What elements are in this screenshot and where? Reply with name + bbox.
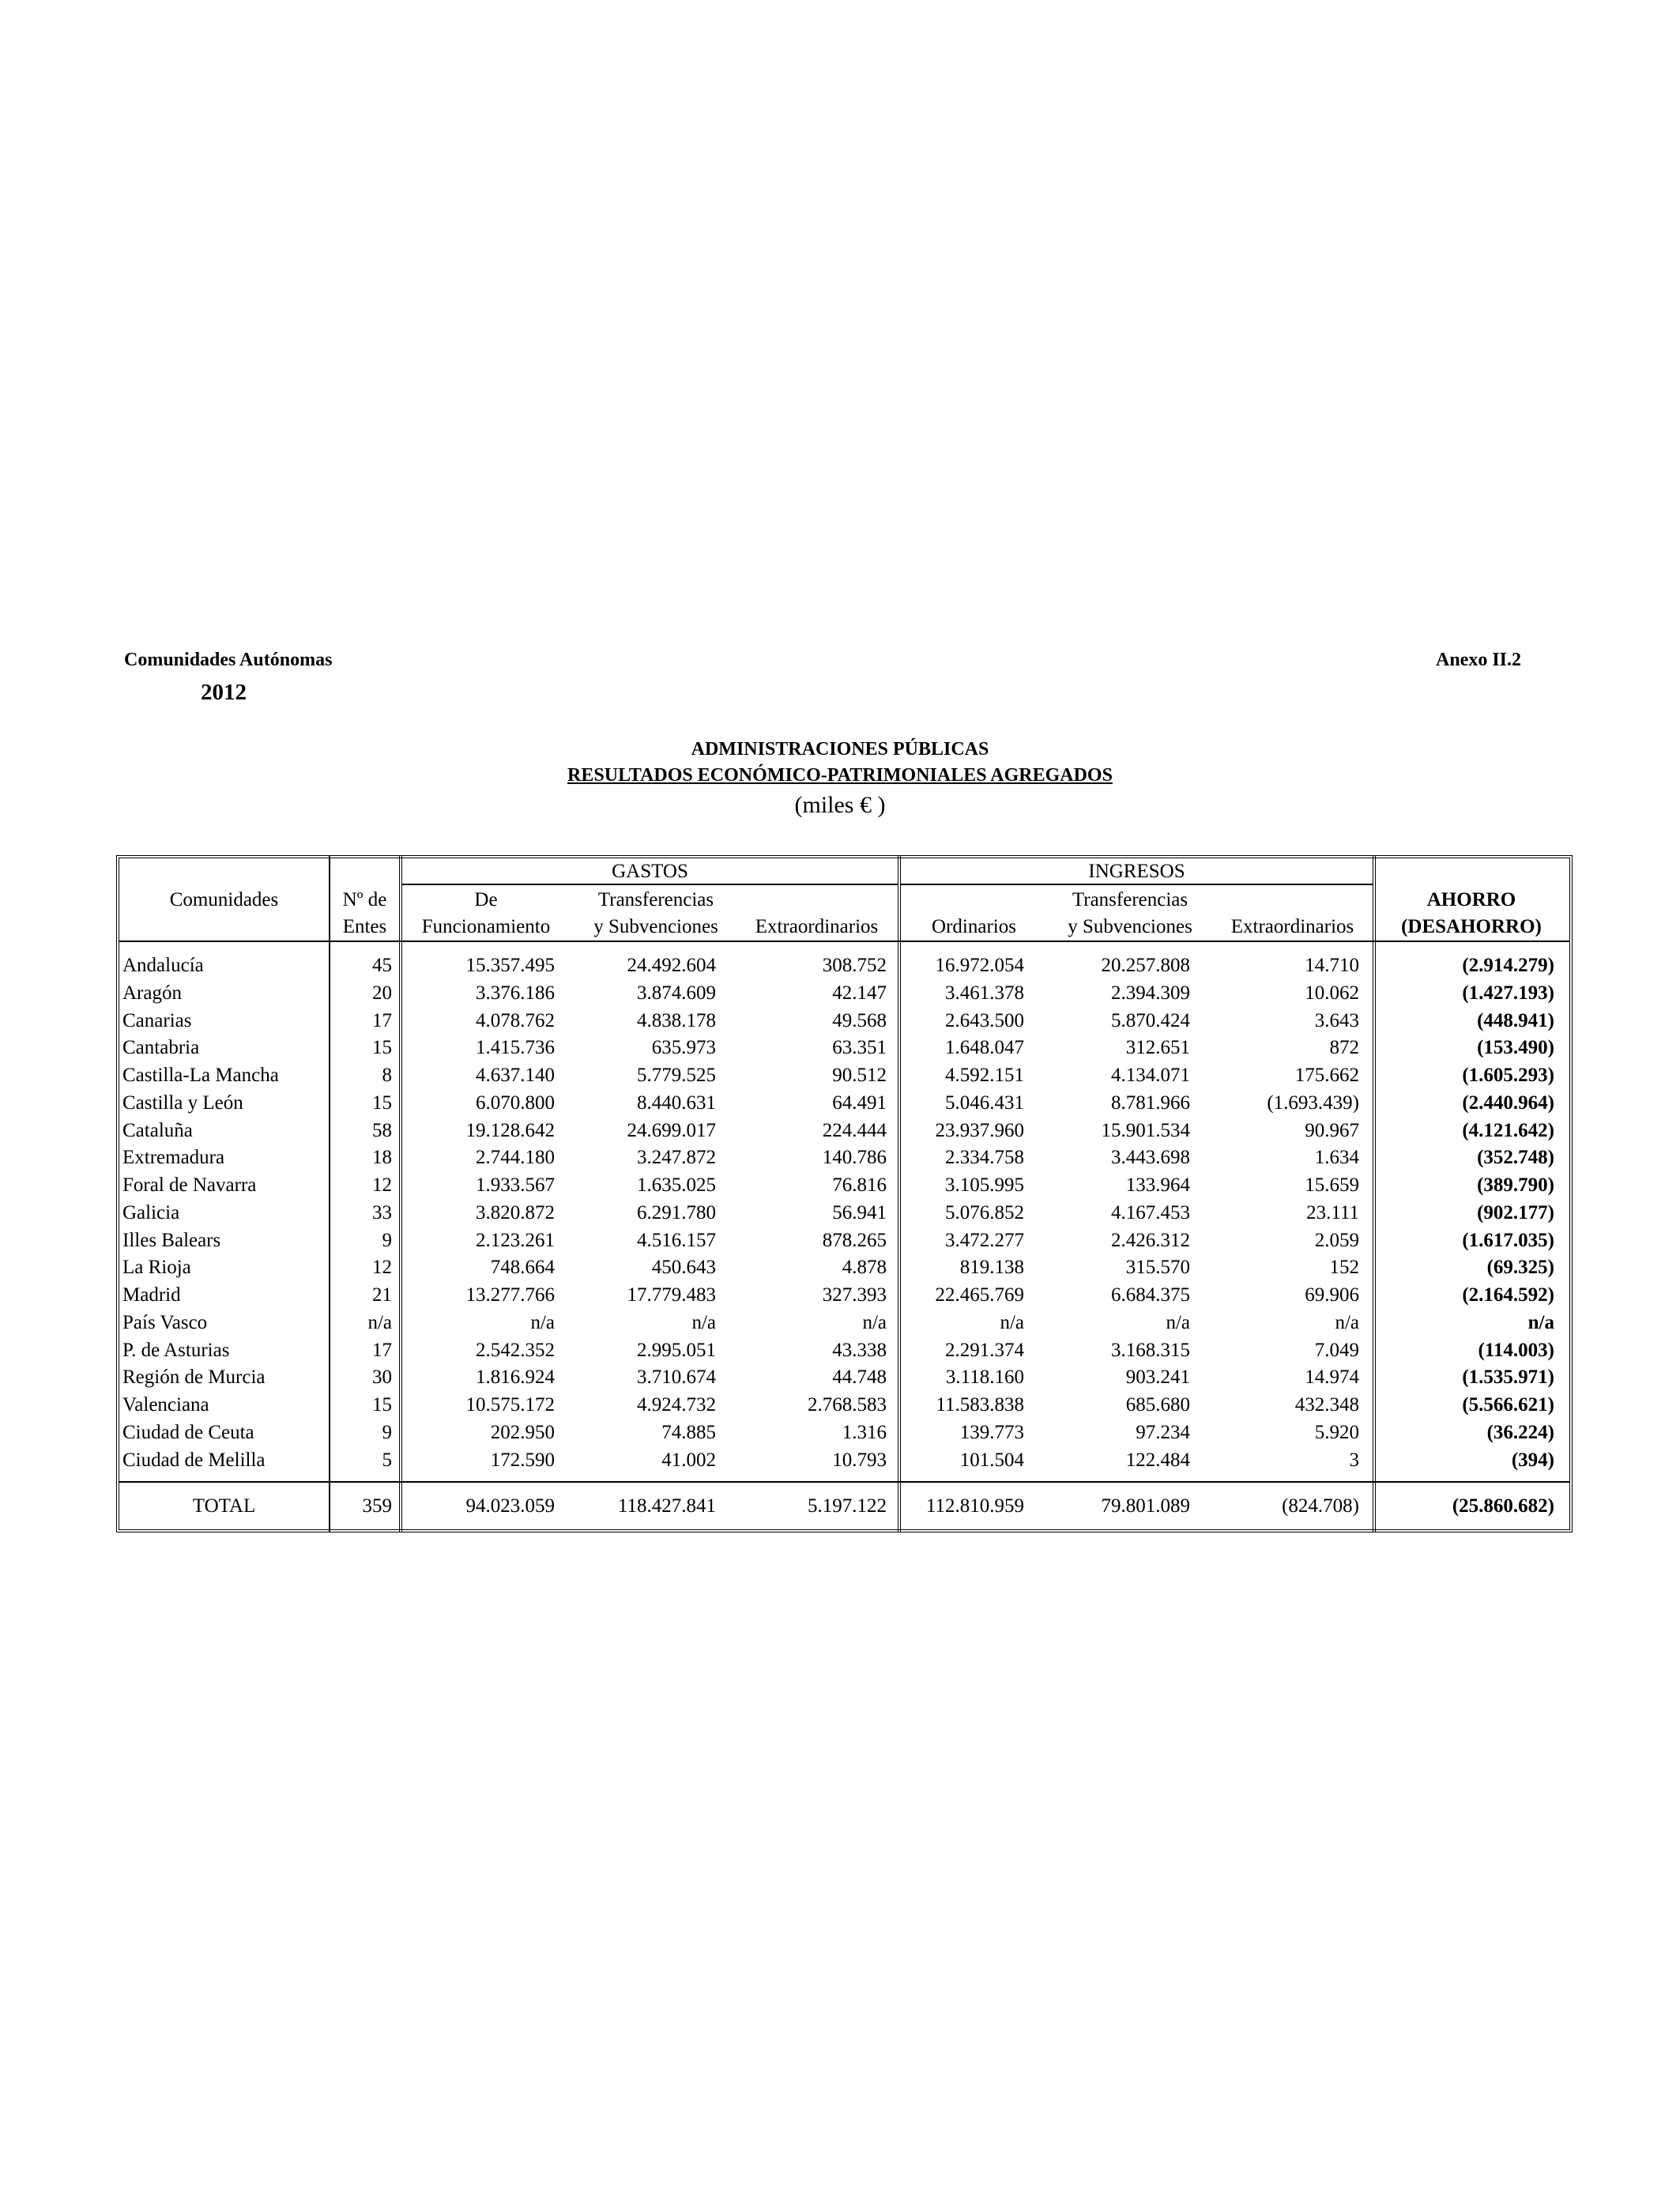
header-gastos-transferencias: y Subvenciones — [593, 916, 718, 937]
total-cell-i3: (824.708) — [1282, 1495, 1359, 1517]
header-gastos-funcionamiento: De — [474, 889, 498, 910]
table-cell-g2: 24.699.017 — [627, 1120, 716, 1141]
table-cell-g2: 17.779.483 — [627, 1284, 716, 1306]
table-cell-g3: 42.147 — [832, 982, 887, 1004]
table-cell-g2: 6.291.780 — [637, 1202, 716, 1223]
table-cell-g3: 1.316 — [842, 1422, 887, 1443]
total-cell-i2: 79.801.089 — [1101, 1495, 1190, 1517]
table-cell-g1: 15.357.495 — [465, 955, 555, 976]
table-cell-g1: 1.933.567 — [476, 1174, 555, 1196]
table-row-name: Castilla-La Mancha — [122, 1065, 279, 1086]
table-cell-entes: 20 — [372, 982, 392, 1004]
table-cell-g3: 10.793 — [832, 1449, 887, 1471]
table-cell-i1: 3.472.277 — [945, 1230, 1024, 1251]
table-divider — [901, 884, 1373, 885]
table-cell-i3: 175.662 — [1294, 1065, 1359, 1086]
table-row-name: La Rioja — [122, 1257, 191, 1278]
table-row-name: Foral de Navarra — [122, 1174, 257, 1196]
table-cell-i2: 15.901.534 — [1101, 1120, 1190, 1141]
table-cell-entes: 33 — [372, 1202, 392, 1223]
table-cell-g3: 43.338 — [832, 1340, 887, 1361]
table-cell-g3: n/a — [862, 1312, 887, 1333]
table-cell-i2: 3.168.315 — [1111, 1340, 1190, 1361]
table-cell-ahorro: (352.748) — [1477, 1147, 1554, 1168]
table-cell-g2: n/a — [691, 1312, 716, 1333]
table-cell-g2: 5.779.525 — [637, 1065, 716, 1086]
table-cell-g1: 172.590 — [490, 1449, 555, 1471]
table-cell-g3: 2.768.583 — [808, 1394, 887, 1416]
table-cell-entes: 12 — [372, 1257, 392, 1278]
table-cell-i1: 5.076.852 — [945, 1202, 1024, 1223]
table-cell-i3: 872 — [1329, 1037, 1359, 1058]
table-cell-g1: 10.575.172 — [465, 1394, 555, 1416]
table-row-name: Illes Balears — [122, 1230, 221, 1251]
table-cell-i2: 3.443.698 — [1111, 1147, 1190, 1168]
table-cell-i1: 16.972.054 — [935, 955, 1024, 976]
table-cell-entes: 58 — [372, 1120, 392, 1141]
table-cell-i3: 14.710 — [1305, 955, 1359, 976]
table-cell-i1: 3.118.160 — [945, 1367, 1024, 1388]
table-cell-i1: 1.648.047 — [945, 1037, 1024, 1058]
table-cell-g2: 41.002 — [661, 1449, 716, 1471]
header-ingresos-transferencias: Transferencias — [1072, 889, 1188, 910]
table-cell-g3: 140.786 — [822, 1147, 887, 1168]
table-cell-g2: 4.516.157 — [637, 1230, 716, 1251]
table-cell-i1: 2.334.758 — [945, 1147, 1024, 1168]
table-cell-i2: 8.781.966 — [1111, 1092, 1190, 1114]
table-row-name: Extremadura — [122, 1147, 225, 1168]
table-cell-i3: 5.920 — [1314, 1422, 1359, 1443]
header-year: 2012 — [201, 680, 247, 705]
table-cell-i1: 3.461.378 — [945, 982, 1024, 1004]
table-cell-i2: 4.167.453 — [1111, 1202, 1190, 1223]
table-cell-g2: 450.643 — [651, 1257, 716, 1278]
table-cell-g3: 49.568 — [832, 1010, 887, 1031]
total-cell-i1: 112.810.959 — [925, 1495, 1024, 1517]
table-cell-i2: 122.484 — [1125, 1449, 1190, 1471]
table-cell-entes: 17 — [372, 1340, 392, 1361]
table-cell-ahorro: (69.325) — [1486, 1257, 1554, 1278]
table-cell-i1: n/a — [1000, 1312, 1024, 1333]
table-cell-i3: 15.659 — [1305, 1174, 1359, 1196]
table-cell-ahorro: (153.490) — [1477, 1037, 1554, 1058]
table-cell-ahorro: (1.535.971) — [1462, 1367, 1554, 1388]
table-row-name: Cataluña — [122, 1120, 193, 1141]
table-cell-i1: 23.937.960 — [935, 1120, 1024, 1141]
table-cell-ahorro: (448.941) — [1477, 1010, 1554, 1031]
table-cell-i2: n/a — [1166, 1312, 1190, 1333]
total-label: TOTAL — [192, 1495, 256, 1517]
table-cell-g2: 24.492.604 — [627, 955, 716, 976]
table-cell-entes: 18 — [372, 1147, 392, 1168]
table-cell-i2: 5.870.424 — [1111, 1010, 1190, 1031]
table-cell-i2: 4.134.071 — [1111, 1065, 1190, 1086]
table-cell-g2: 3.874.609 — [637, 982, 716, 1004]
title-units: (miles € ) — [794, 792, 886, 818]
header-entes: Nº de — [342, 889, 387, 910]
table-cell-g3: 76.816 — [832, 1174, 887, 1196]
table-cell-ahorro: (36.224) — [1486, 1422, 1554, 1443]
table-row-name: Ciudad de Ceuta — [122, 1422, 254, 1443]
table-cell-i3: 90.967 — [1305, 1120, 1359, 1141]
table-cell-i3: 23.111 — [1306, 1202, 1359, 1223]
table-cell-g3: 878.265 — [822, 1230, 887, 1251]
table-cell-i3: 69.906 — [1305, 1284, 1359, 1306]
table-cell-ahorro: n/a — [1527, 1312, 1554, 1333]
table-cell-i1: 11.583.838 — [936, 1394, 1024, 1416]
table-cell-g1: 2.123.261 — [476, 1230, 555, 1251]
table-cell-i2: 2.426.312 — [1111, 1230, 1190, 1251]
table-cell-i3: 1.634 — [1314, 1147, 1359, 1168]
table-cell-i1: 2.643.500 — [945, 1010, 1024, 1031]
table-cell-g1: 3.820.872 — [476, 1202, 555, 1223]
header-right: Anexo II.2 — [1435, 650, 1521, 670]
table-cell-g1: 2.542.352 — [476, 1340, 555, 1361]
table-cell-ahorro: (1.427.193) — [1462, 982, 1554, 1004]
header-comunidades: Comunidades — [169, 889, 279, 910]
table-cell-i3: 3.643 — [1314, 1010, 1359, 1031]
table-cell-i2: 20.257.808 — [1101, 955, 1190, 976]
table-cell-g3: 90.512 — [832, 1065, 887, 1086]
table-cell-i2: 685.680 — [1125, 1394, 1190, 1416]
table-cell-g3: 44.748 — [832, 1367, 887, 1388]
table-cell-i1: 4.592.151 — [945, 1065, 1024, 1086]
table-divider — [119, 941, 1569, 942]
header-ingresos: INGRESOS — [1088, 861, 1185, 882]
header-gastos-funcionamiento: Funcionamiento — [421, 916, 551, 937]
table-cell-entes: 45 — [372, 955, 392, 976]
total-cell-ahorro: (25.860.682) — [1452, 1495, 1554, 1517]
table-cell-i1: 22.465.769 — [935, 1284, 1024, 1306]
table-cell-g1: 19.128.642 — [465, 1120, 555, 1141]
table-cell-ahorro: (1.617.035) — [1462, 1230, 1554, 1251]
table-cell-g3: 327.393 — [822, 1284, 887, 1306]
table-cell-g1: 3.376.186 — [476, 982, 555, 1004]
table-cell-ahorro: (1.605.293) — [1462, 1065, 1554, 1086]
table-cell-g2: 8.440.631 — [637, 1092, 716, 1114]
table-cell-g1: 4.078.762 — [476, 1010, 555, 1031]
table-cell-i1: 5.046.431 — [945, 1092, 1024, 1114]
total-cell-g1: 94.023.059 — [465, 1495, 555, 1517]
table-cell-ahorro: (114.003) — [1478, 1340, 1554, 1361]
header-ingresos-extraordinarios: Extraordinarios — [1230, 916, 1354, 937]
table-cell-g2: 4.924.732 — [637, 1394, 716, 1416]
table-row-name: Andalucía — [122, 955, 204, 976]
table-cell-g3: 224.444 — [822, 1120, 887, 1141]
table-cell-entes: 9 — [382, 1230, 392, 1251]
table-row-name: Valenciana — [122, 1394, 209, 1416]
header-left: Comunidades Autónomas — [124, 650, 333, 670]
table-cell-g3: 308.752 — [822, 955, 887, 976]
table-cell-g1: 202.950 — [490, 1422, 555, 1443]
table-divider — [119, 1481, 1569, 1483]
table-cell-i1: 819.138 — [959, 1257, 1024, 1278]
table-cell-i1: 139.773 — [959, 1422, 1024, 1443]
header-ahorro: (DESAHORRO) — [1401, 916, 1542, 937]
table-cell-entes: 12 — [372, 1174, 392, 1196]
table-cell-g3: 56.941 — [832, 1202, 887, 1223]
title-line1: ADMINISTRACIONES PÚBLICAS — [691, 739, 989, 760]
table-cell-ahorro: (2.914.279) — [1462, 955, 1554, 976]
table-cell-i2: 315.570 — [1125, 1257, 1190, 1278]
table-cell-g1: 2.744.180 — [476, 1147, 555, 1168]
table-cell-i3: 14.974 — [1305, 1367, 1359, 1388]
header-gastos-transferencias: Transferencias — [597, 889, 714, 910]
table-cell-g1: 13.277.766 — [465, 1284, 555, 1306]
table-cell-g1: 6.070.800 — [476, 1092, 555, 1114]
table-cell-g1: 748.664 — [490, 1257, 555, 1278]
table-cell-g2: 2.995.051 — [637, 1340, 716, 1361]
table-cell-i2: 2.394.309 — [1111, 982, 1190, 1004]
table-cell-g1: n/a — [530, 1312, 555, 1333]
table-cell-i3: 3 — [1349, 1449, 1359, 1471]
table-cell-i1: 3.105.995 — [945, 1174, 1024, 1196]
table-cell-g3: 4.878 — [842, 1257, 887, 1278]
table-cell-g1: 4.637.140 — [476, 1065, 555, 1086]
table-row-name: Cantabria — [122, 1037, 200, 1058]
header-gastos: GASTOS — [612, 861, 688, 882]
table-cell-ahorro: (5.566.621) — [1462, 1394, 1554, 1416]
table-row-name: Canarias — [122, 1010, 192, 1031]
table-divider — [402, 884, 898, 885]
total-cell-g2: 118.427.841 — [617, 1495, 716, 1517]
table-cell-g2: 635.973 — [651, 1037, 716, 1058]
table-cell-entes: n/a — [367, 1312, 392, 1333]
table-cell-ahorro: (2.440.964) — [1462, 1092, 1554, 1114]
table-cell-i2: 97.234 — [1136, 1422, 1190, 1443]
table-cell-ahorro: (389.790) — [1477, 1174, 1554, 1196]
table-cell-i3: n/a — [1335, 1312, 1359, 1333]
table-cell-g1: 1.816.924 — [476, 1367, 555, 1388]
table-cell-entes: 17 — [372, 1010, 392, 1031]
table-cell-i1: 2.291.374 — [945, 1340, 1024, 1361]
table-cell-ahorro: (394) — [1511, 1449, 1554, 1471]
total-cell-entes: 359 — [362, 1495, 392, 1517]
table-row-name: Castilla y León — [122, 1092, 243, 1114]
table-cell-g3: 63.351 — [832, 1037, 887, 1058]
table-cell-entes: 30 — [372, 1367, 392, 1388]
table-cell-entes: 8 — [382, 1065, 392, 1086]
table-cell-g2: 1.635.025 — [637, 1174, 716, 1196]
table-cell-i2: 6.684.375 — [1111, 1284, 1190, 1306]
header-entes: Entes — [342, 916, 387, 937]
table-cell-entes: 5 — [382, 1449, 392, 1471]
header-ingresos-transferencias: y Subvenciones — [1068, 916, 1192, 937]
table-cell-g2: 3.247.872 — [637, 1147, 716, 1168]
table-cell-i3: 152 — [1329, 1257, 1359, 1278]
table-cell-g1: 1.415.736 — [476, 1037, 555, 1058]
table-cell-g2: 4.838.178 — [637, 1010, 716, 1031]
table-cell-ahorro: (902.177) — [1477, 1202, 1554, 1223]
table-cell-i2: 133.964 — [1125, 1174, 1190, 1196]
table-cell-i3: 7.049 — [1314, 1340, 1359, 1361]
table-row-name: P. de Asturias — [122, 1340, 230, 1361]
table-cell-entes: 15 — [372, 1092, 392, 1114]
table-row-name: Ciudad de Melilla — [122, 1449, 266, 1471]
header-gastos-extraordinarios: Extraordinarios — [755, 916, 879, 937]
table-cell-i3: 432.348 — [1294, 1394, 1359, 1416]
table-cell-g2: 3.710.674 — [637, 1367, 716, 1388]
table-cell-i3: 2.059 — [1314, 1230, 1359, 1251]
table-cell-entes: 15 — [372, 1037, 392, 1058]
table-cell-entes: 15 — [372, 1394, 392, 1416]
header-ingresos-ordinarios: Ordinarios — [932, 916, 1016, 937]
table-row-name: Galicia — [122, 1202, 180, 1223]
table-cell-ahorro: (4.121.642) — [1462, 1120, 1554, 1141]
table-row-name: Madrid — [122, 1284, 181, 1306]
table-row-name: Aragón — [122, 982, 182, 1004]
table-cell-i3: (1.693.439) — [1267, 1092, 1359, 1114]
header-ahorro: AHORRO — [1426, 889, 1516, 910]
table-cell-i1: 101.504 — [959, 1449, 1024, 1471]
table-cell-g2: 74.885 — [661, 1422, 716, 1443]
table-cell-g3: 64.491 — [832, 1092, 887, 1114]
total-cell-g3: 5.197.122 — [808, 1495, 887, 1517]
table-cell-entes: 9 — [382, 1422, 392, 1443]
table-cell-i3: 10.062 — [1305, 982, 1359, 1004]
table-cell-i2: 903.241 — [1125, 1367, 1190, 1388]
table-cell-entes: 21 — [372, 1284, 392, 1306]
title-line2: RESULTADOS ECONÓMICO-PATRIMONIALES AGREGADOS — [567, 765, 1113, 786]
table-row-name: Región de Murcia — [122, 1367, 266, 1388]
table-cell-i2: 312.651 — [1125, 1037, 1190, 1058]
table-row-name: País Vasco — [122, 1312, 208, 1333]
table-cell-ahorro: (2.164.592) — [1462, 1284, 1554, 1306]
